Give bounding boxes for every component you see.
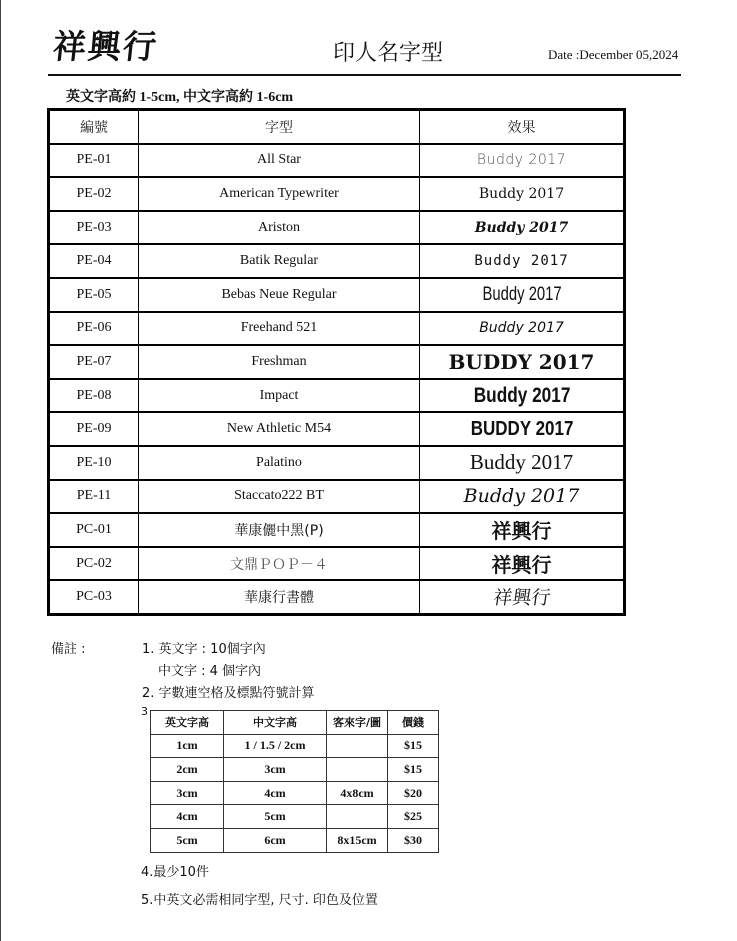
price-zh: 3cm xyxy=(224,758,327,782)
table-row xyxy=(49,547,625,581)
note-3: 3 xyxy=(141,705,148,718)
price-value: $15 xyxy=(388,734,439,758)
price-custom: 8x15cm xyxy=(327,828,388,852)
price-zh: 4cm xyxy=(224,781,327,805)
table-row xyxy=(49,278,625,312)
row-code: PE-09 xyxy=(49,412,139,446)
note-1-english: 1. 英文字 : 10個字內 xyxy=(142,642,266,657)
price-en: 2cm xyxy=(151,758,224,782)
row-effect: Buddy 2017 xyxy=(420,144,625,178)
row-font: New Athletic M54 xyxy=(139,412,420,446)
price-en: 5cm xyxy=(151,828,224,852)
row-font: Batik Regular xyxy=(139,244,420,278)
font-table xyxy=(47,108,626,616)
row-code: PC-03 xyxy=(49,580,139,614)
page-edge xyxy=(0,0,1,941)
row-font: 文鼎ＰＯＰ－４ xyxy=(139,547,420,581)
price-row xyxy=(151,734,439,758)
price-value: $15 xyxy=(388,758,439,782)
row-code: PE-04 xyxy=(49,244,139,278)
table-row xyxy=(49,177,625,211)
row-code: PE-08 xyxy=(49,379,139,413)
company-logo: 祥興行 xyxy=(51,27,161,66)
row-code: PE-05 xyxy=(49,278,139,312)
price-en: 4cm xyxy=(151,805,224,829)
page-title: 印人名字型 xyxy=(332,41,443,66)
row-effect: Buddy 2017 xyxy=(420,480,625,514)
row-font: Freehand 521 xyxy=(139,312,420,346)
price-custom xyxy=(327,734,388,758)
row-code: PE-02 xyxy=(49,177,139,211)
price-en: 3cm xyxy=(151,781,224,805)
row-font: Impact xyxy=(139,379,420,413)
table-row xyxy=(49,446,625,480)
price-table xyxy=(150,710,439,853)
row-effect: 祥興行 xyxy=(420,547,625,581)
price-custom xyxy=(327,805,388,829)
note-4: 4.最少10件 xyxy=(141,865,209,880)
price-custom xyxy=(327,758,388,782)
price-zh: 5cm xyxy=(224,805,327,829)
price-zh: 1 / 1.5 / 2cm xyxy=(224,734,327,758)
price-row xyxy=(151,781,439,805)
row-effect: Buddy 2017 xyxy=(438,379,606,413)
price-value: $20 xyxy=(388,781,439,805)
row-font: American Typewriter xyxy=(139,177,420,211)
table-row xyxy=(49,412,625,446)
document-date: Date :December 05,2024 xyxy=(548,47,679,62)
row-code: PE-11 xyxy=(49,480,139,514)
table-row xyxy=(49,144,625,178)
row-font: 華康儷中黑(P) xyxy=(139,513,420,547)
header-rule xyxy=(48,74,681,76)
row-effect: Buddy 2017 xyxy=(420,244,625,278)
row-font: Palatino xyxy=(139,446,420,480)
notes-label: 備註 : xyxy=(51,642,86,657)
price-header-row xyxy=(151,711,439,735)
price-header-price: 價錢 xyxy=(388,711,439,735)
row-code: PC-02 xyxy=(49,547,139,581)
header-code: 編號 xyxy=(49,110,139,144)
table-row xyxy=(49,480,625,514)
row-font: Ariston xyxy=(139,211,420,245)
price-header-zh-height: 中文字高 xyxy=(224,711,327,735)
row-effect: 祥興行 xyxy=(420,513,625,547)
table-row xyxy=(49,244,625,278)
price-value: $30 xyxy=(388,828,439,852)
table-header-row xyxy=(49,110,625,144)
row-effect: Buddy 2017 xyxy=(420,446,625,480)
row-code: PE-03 xyxy=(49,211,139,245)
table-row xyxy=(49,580,625,614)
size-subheading: 英文字高約 1-5cm, 中文字高約 1-6cm xyxy=(66,90,294,105)
row-effect: Buddy 2017 xyxy=(420,312,625,346)
row-font: All Star xyxy=(139,144,420,178)
row-effect: Buddy 2017 xyxy=(442,278,602,312)
row-effect: Buddy 2017 xyxy=(420,177,625,211)
price-row xyxy=(151,805,439,829)
row-font: Freshman xyxy=(139,345,420,379)
header-effect: 效果 xyxy=(420,110,625,144)
row-effect: Buddy 2017 xyxy=(420,211,625,245)
price-custom: 4x8cm xyxy=(327,781,388,805)
note-2: 2. 字數連空格及標點符號計算 xyxy=(142,686,315,701)
row-font: 華康行書體 xyxy=(139,580,420,614)
price-en: 1cm xyxy=(151,734,224,758)
row-code: PE-07 xyxy=(49,345,139,379)
note-1-chinese: 中文字 : 4 個字內 xyxy=(158,664,262,679)
price-header-custom: 客來字/圖 xyxy=(327,711,388,735)
price-row xyxy=(151,758,439,782)
header-font: 字型 xyxy=(139,110,420,144)
table-row xyxy=(49,345,625,379)
table-row xyxy=(49,379,625,413)
price-value: $25 xyxy=(388,805,439,829)
row-effect: 祥興行 xyxy=(417,580,627,614)
row-code: PE-01 xyxy=(49,144,139,178)
row-code: PE-10 xyxy=(49,446,139,480)
row-effect: BUDDY 2017 xyxy=(420,345,625,379)
table-row xyxy=(49,312,625,346)
price-zh: 6cm xyxy=(224,828,327,852)
row-font: Staccato222 BT xyxy=(139,480,420,514)
row-font: Bebas Neue Regular xyxy=(139,278,420,312)
price-row xyxy=(151,828,439,852)
row-code: PE-06 xyxy=(49,312,139,346)
price-header-en-height: 英文字高 xyxy=(151,711,224,735)
table-row xyxy=(49,211,625,245)
row-effect: BUDDY 2017 xyxy=(435,412,609,446)
table-row xyxy=(49,513,625,547)
row-code: PC-01 xyxy=(49,513,139,547)
note-5: 5.中英文必需相同字型, 尺寸. 印色及位置 xyxy=(141,893,378,908)
